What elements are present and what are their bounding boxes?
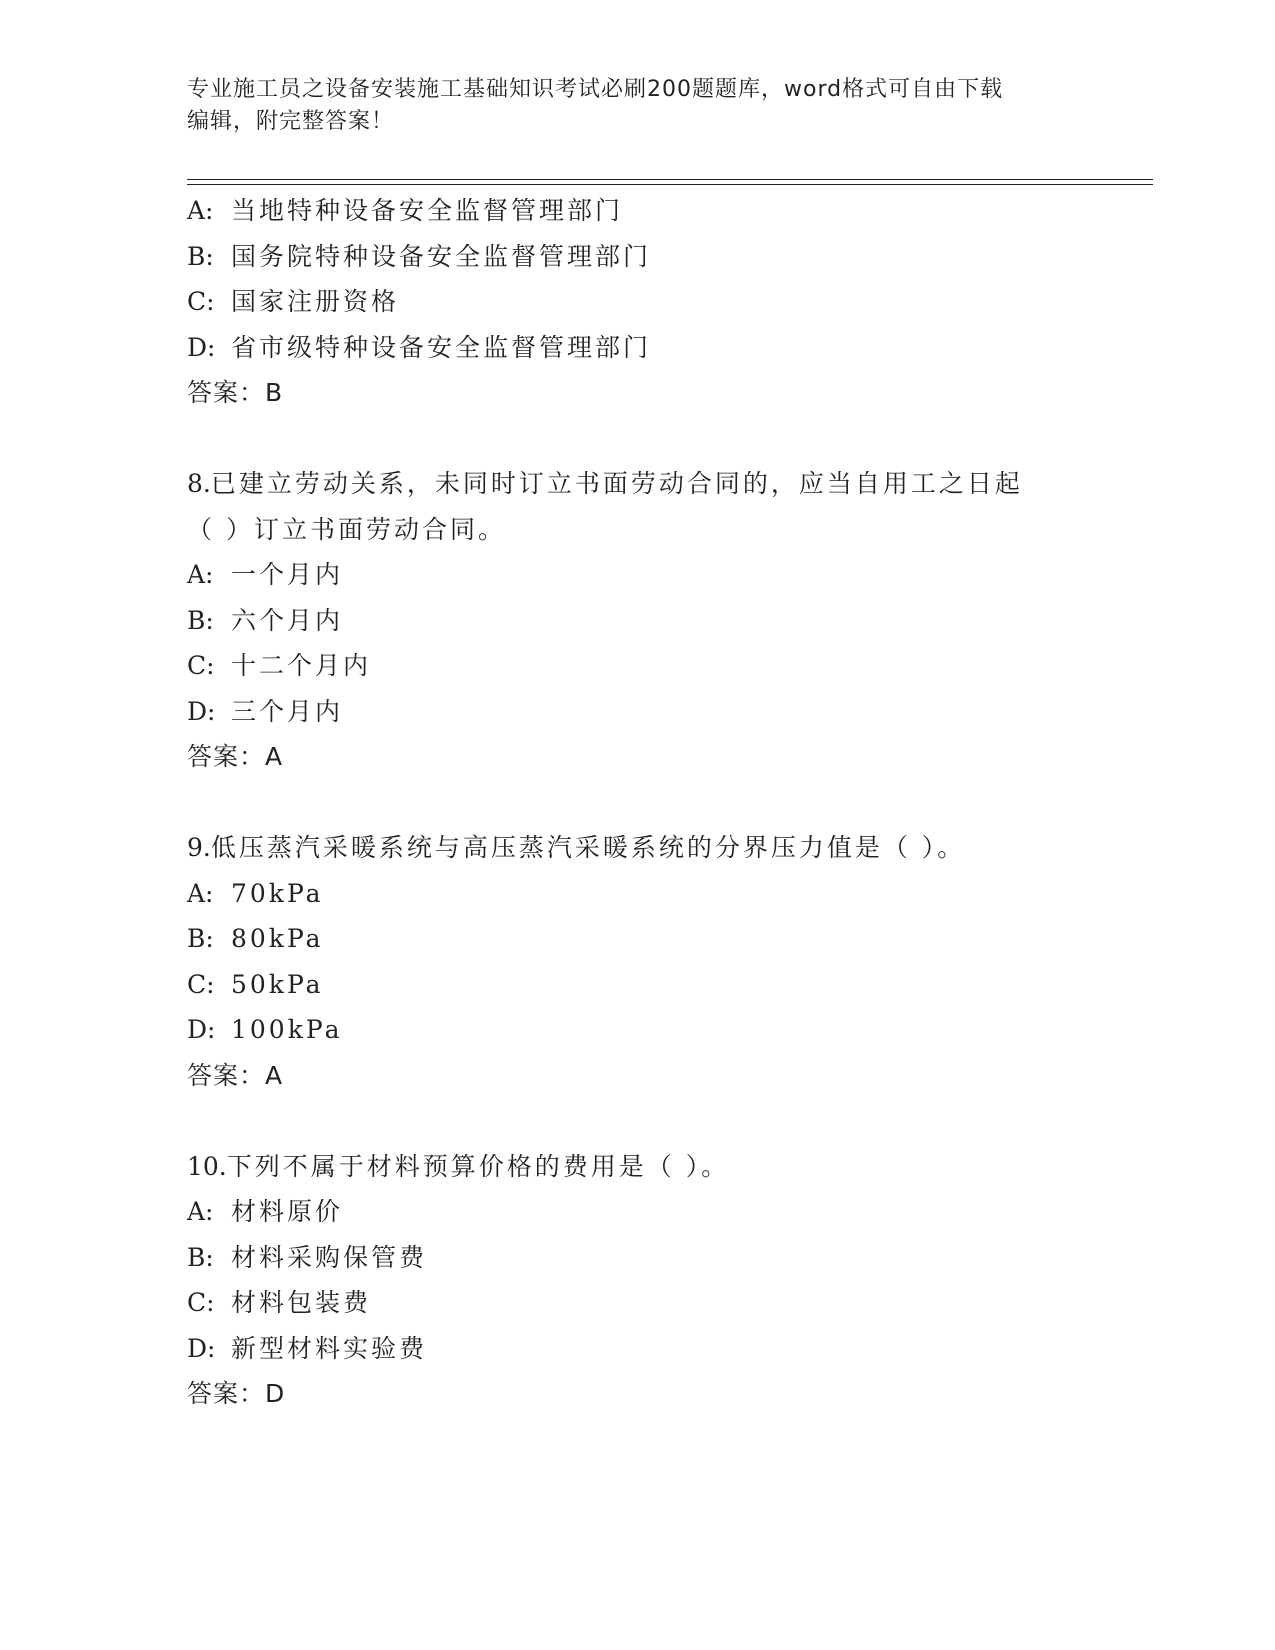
- answer-label: 答案：: [187, 378, 266, 407]
- document-header: [187, 74, 1067, 138]
- option-text: 材料采购保管费: [231, 1242, 428, 1272]
- option-text: 一个月内: [231, 560, 344, 589]
- option-b: [187, 1235, 1087, 1281]
- question-list: [187, 188, 1087, 1417]
- option-key: C:: [187, 287, 215, 316]
- option-text: 国家注册资格: [231, 287, 400, 316]
- option-key: A:: [187, 560, 214, 589]
- question-text: [187, 461, 1087, 507]
- question-10: [187, 1144, 1087, 1417]
- option-key: B:: [187, 241, 214, 271]
- question-number: 10.: [187, 1151, 227, 1181]
- option-text: 50kPa: [231, 969, 324, 999]
- option-text: 70kPa: [231, 878, 324, 908]
- option-a: [187, 1189, 1087, 1235]
- option-a: [187, 871, 1087, 917]
- option-text: 省市级特种设备安全监督管理部门: [231, 332, 652, 362]
- option-c: [187, 962, 1087, 1008]
- header-divider-top: [187, 179, 1153, 180]
- option-text: 80kPa: [231, 924, 324, 953]
- option-key: C:: [187, 651, 215, 680]
- header-title-line-1: 专业施工员之设备安装施工基础知识考试必刷200题题库，word格式可自由下载: [187, 77, 1004, 102]
- option-key: A:: [187, 878, 214, 908]
- option-text: 材料原价: [231, 1197, 344, 1226]
- option-d: [187, 1326, 1087, 1372]
- answer-line: [187, 734, 1087, 780]
- header-divider-bottom: [187, 184, 1153, 185]
- spacer: [187, 780, 1087, 826]
- answer-label: 答案：: [187, 742, 266, 771]
- option-text: 国务院特种设备安全监督管理部门: [231, 241, 652, 271]
- question-text-line-1: 已建立劳动关系，未同时订立书面劳动合同的，应当自用工之日起: [210, 469, 1023, 498]
- question-number: 8.: [187, 469, 211, 498]
- option-key: C:: [187, 1288, 215, 1317]
- option-key: D:: [187, 696, 216, 726]
- header-title-line-2: 编辑，附完整答案！: [187, 109, 395, 134]
- option-d: [187, 689, 1087, 735]
- option-c: [187, 279, 1087, 325]
- option-b: [187, 598, 1087, 644]
- answer-value: A: [265, 742, 284, 771]
- option-key: A:: [187, 196, 214, 225]
- option-b: [187, 234, 1087, 280]
- question-text: [187, 1144, 1087, 1190]
- question-text-line-1: 下列不属于材料预算价格的费用是（ ）。: [226, 1151, 730, 1181]
- question-text: [187, 825, 1087, 871]
- option-text: 100kPa: [231, 1015, 343, 1044]
- answer-value: D: [265, 1379, 286, 1408]
- question-text-line-1: 低压蒸汽采暖系统与高压蒸汽采暖系统的分界压力值是（ ）。: [210, 833, 966, 862]
- option-key: B:: [187, 924, 214, 953]
- option-text: 材料包装费: [231, 1288, 372, 1317]
- answer-value: B: [265, 378, 284, 407]
- question-text-line-2: （ ）订立书面劳动合同。: [187, 514, 506, 544]
- answer-label: 答案：: [187, 1379, 266, 1408]
- answer-line: [187, 1371, 1087, 1417]
- option-text: 三个月内: [231, 696, 344, 726]
- answer-value: A: [265, 1060, 284, 1090]
- question-8: [187, 461, 1087, 780]
- option-key: D:: [187, 332, 216, 362]
- spacer: [187, 1098, 1087, 1144]
- answer-line: [187, 370, 1087, 416]
- option-b: [187, 916, 1087, 962]
- option-text: 六个月内: [231, 605, 344, 635]
- option-text: 十二个月内: [231, 651, 372, 680]
- option-key: C:: [187, 969, 215, 999]
- option-d: [187, 1007, 1087, 1053]
- option-c: [187, 1280, 1087, 1326]
- question-number: 9.: [187, 833, 211, 862]
- option-a: [187, 552, 1087, 598]
- option-key: A:: [187, 1197, 214, 1226]
- option-key: D:: [187, 1333, 216, 1363]
- option-text: 新型材料实验费: [231, 1333, 428, 1363]
- question-9: [187, 825, 1087, 1098]
- option-key: D:: [187, 1015, 216, 1044]
- option-text: 当地特种设备安全监督管理部门: [231, 196, 624, 225]
- option-key: B:: [187, 605, 214, 635]
- option-c: [187, 643, 1087, 689]
- option-d: [187, 325, 1087, 371]
- spacer: [187, 416, 1087, 462]
- answer-line: [187, 1053, 1087, 1099]
- option-a: [187, 188, 1087, 234]
- question-7: [187, 188, 1087, 416]
- option-key: B:: [187, 1242, 214, 1272]
- answer-label: 答案：: [187, 1060, 266, 1090]
